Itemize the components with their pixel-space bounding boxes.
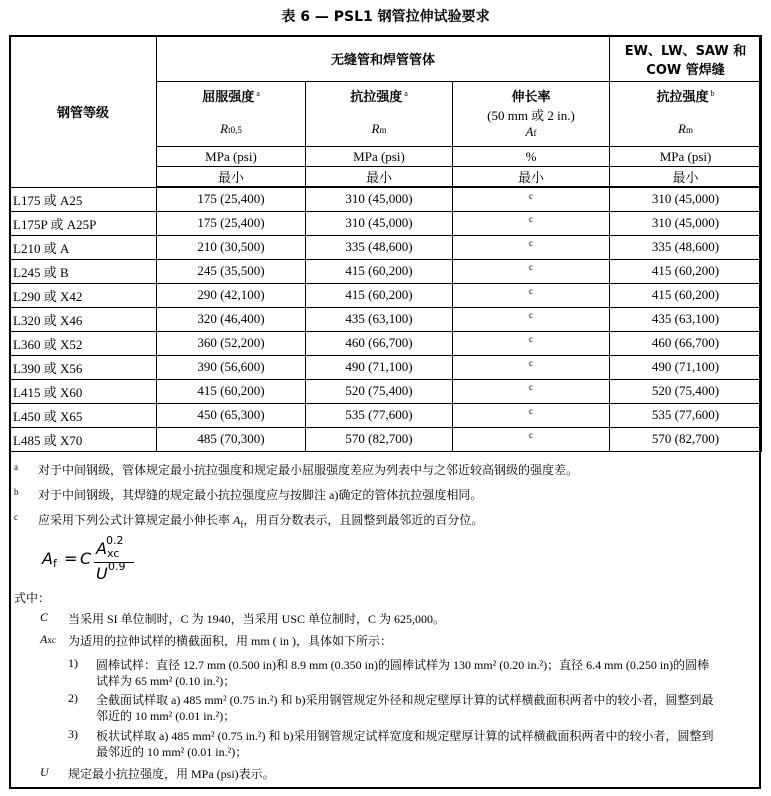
where-label: 式中： <box>14 591 51 605</box>
item-2-number: 2) <box>68 691 78 705</box>
item-1-line2: 试样为 65 mm² (0.10 in.²)； <box>96 674 236 688</box>
elongation-note: c <box>529 286 533 297</box>
weld-tensile-cell: 415 (60,200) <box>610 283 762 307</box>
grade-cell: L245 或 B <box>10 259 157 283</box>
footnote-b-mark: b <box>14 487 19 497</box>
where-u-text: 规定最小抗拉强度，用 MPa (psi)表示。 <box>68 767 275 781</box>
footnote-a-text: 对于中间钢级，管体规定最小抗拉强度和规定最小屈服强度差应为列表中与之邻近较高钢级的强度差。 <box>38 463 579 477</box>
grade-cell: L175 或 A25 <box>10 187 157 211</box>
elongation-symbol-sub: f <box>533 128 537 138</box>
weld-tensile-symbol: R <box>678 121 686 136</box>
tensile-note: a <box>404 88 408 98</box>
footnote-c-mark: c <box>14 512 18 522</box>
yield-strength-header <box>157 82 306 147</box>
formula-numerator: A <box>96 539 107 558</box>
elongation-cell <box>453 211 610 235</box>
weld-tensile-cell: 435 (63,100) <box>610 307 762 331</box>
footnote-c-symbol-sub: f <box>240 519 244 530</box>
tensile-cell: 570 (82,700) <box>306 427 453 451</box>
where-c-text: 当采用 SI 单位制时，C 为 1940，当采用 USC 单位制时，C 为 625,000。 <box>68 612 446 626</box>
footnote-a-mark: a <box>14 462 18 472</box>
yield-cell: 360 (52,200) <box>157 331 306 355</box>
formula-numerator-exp: 0.2 <box>106 534 124 547</box>
table-row <box>10 211 762 235</box>
weld-tensile-note: b <box>710 88 715 98</box>
elongation-cell <box>453 355 610 379</box>
yield-cell: 175 (25,400) <box>157 187 306 211</box>
table-title: 表 6 — PSL1 钢管拉伸试验要求 <box>281 9 490 25</box>
item-3-line2: 最邻近的 10 mm² (0.01 in.²)； <box>96 745 248 759</box>
weld-tensile-cell: 535 (77,600) <box>610 403 762 427</box>
weld-tensile-unit: MPa (psi) <box>610 147 762 167</box>
table-row <box>10 379 762 403</box>
elongation-note: c <box>529 262 533 273</box>
weld-tensile-cell: 335 (48,600) <box>610 235 762 259</box>
yield-cell: 415 (60,200) <box>157 379 306 403</box>
tensile-symbol-sub: m <box>379 125 387 135</box>
yield-cell: 245 (35,500) <box>157 259 306 283</box>
weld-tensile-cell: 570 (82,700) <box>610 427 762 451</box>
tensile-cell: 310 (45,000) <box>306 187 453 211</box>
footnote-b-text: 对于中间钢级，其焊缝的规定最小抗拉强度应与按脚注 a)确定的管体抗拉强度相同。 <box>38 488 483 502</box>
elongation-cell <box>453 235 610 259</box>
item-1-number: 1) <box>68 656 78 670</box>
formula-denominator-exp: 0.9 <box>108 560 126 573</box>
seamless-group-header: 无缝管和焊管管体 <box>157 36 610 82</box>
item-3-number: 3) <box>68 727 78 741</box>
tensile-label: 抗拉强度 <box>350 90 403 105</box>
where-c-symbol: C <box>40 610 49 624</box>
elongation-cell <box>453 427 610 451</box>
tensile-cell: 535 (77,600) <box>306 403 453 427</box>
yield-unit: MPa (psi) <box>157 147 306 167</box>
table-row <box>10 427 762 451</box>
tensile-cell: 335 (48,600) <box>306 235 453 259</box>
where-axc-text: 为适用的拉伸试样的横截面积，用 mm ( in )，具体如下所示： <box>68 634 392 648</box>
grade-cell: L485 或 X70 <box>10 427 157 451</box>
weld-group-line1: EW、LW、SAW 和 <box>624 43 747 59</box>
tensile-cell: 490 (71,100) <box>306 355 453 379</box>
elongation-header <box>453 82 610 147</box>
yield-cell: 450 (65,300) <box>157 403 306 427</box>
table-row <box>10 235 762 259</box>
elongation-unit: % <box>453 147 610 167</box>
weld-tensile-label: 抗拉强度 <box>656 90 709 105</box>
grade-cell: L360 或 X52 <box>10 331 157 355</box>
footnote-c-symbol: A <box>233 513 241 527</box>
where-axc-symbol-sub: xc <box>47 635 56 645</box>
table-row <box>10 259 762 283</box>
grade-cell: L390 或 X56 <box>10 355 157 379</box>
elongation-note: c <box>529 358 533 369</box>
tensile-cell: 520 (75,400) <box>306 379 453 403</box>
item-3-line1: 板状试样取 a) 485 mm² (0.75 in.²) 和 b)采用钢管规定试样宽度和规定壁厚计算的试样横截面积两者中的较小者，圆整到 <box>96 729 714 743</box>
yield-cell: 290 (42,100) <box>157 283 306 307</box>
table-row <box>10 187 762 211</box>
elongation-note: c <box>529 238 533 249</box>
elongation-cell <box>453 259 610 283</box>
tensile-symbol: R <box>371 121 380 136</box>
grade-cell: L290 或 X42 <box>10 283 157 307</box>
weld-tensile-header <box>610 82 762 147</box>
where-axc-symbol: A <box>40 632 48 646</box>
elongation-cell <box>453 379 610 403</box>
elongation-formula <box>42 534 142 583</box>
table-row <box>10 283 762 307</box>
formula-equals: = <box>64 549 78 568</box>
table-row <box>10 307 762 331</box>
item-1-line1: 圆棒试样：直径 12.7 mm (0.500 in)和 8.9 mm (0.350 in)的圆棒试样为 130 mm² (0.20 in.²)；直径 6.4 mm (0.250 in)的圆棒 <box>96 658 710 672</box>
formula-constant: C <box>80 549 92 568</box>
weld-tensile-cell: 310 (45,000) <box>610 187 762 211</box>
formula-lhs: A <box>42 549 53 568</box>
elongation-note: c <box>529 382 533 393</box>
tensile-cell: 415 (60,200) <box>306 259 453 283</box>
elongation-note: c <box>529 190 533 201</box>
yield-cell: 210 (30,500) <box>157 235 306 259</box>
grade-column-header: 钢管等级 <box>10 36 157 188</box>
elongation-cell <box>453 283 610 307</box>
weld-tensile-cell: 460 (66,700) <box>610 331 762 355</box>
yield-cell: 320 (46,400) <box>157 307 306 331</box>
tensile-cell: 310 (45,000) <box>306 211 453 235</box>
grade-cell: L210 或 A <box>10 235 157 259</box>
yield-cell: 390 (56,600) <box>157 355 306 379</box>
elongation-cell <box>453 403 610 427</box>
tensile-requirements-table <box>9 35 762 452</box>
item-2-line1: 全截面试样取 a) 485 mm² (0.75 in.²) 和 b)采用钢管规定外径和规定壁厚计算的试样横截面积两者中的较小者，圆整到最 <box>96 693 714 707</box>
weld-tensile-cell: 520 (75,400) <box>610 379 762 403</box>
grade-cell: L415 或 X60 <box>10 379 157 403</box>
elongation-cell <box>453 331 610 355</box>
footnote-b <box>14 487 771 503</box>
elongation-note: c <box>529 214 533 225</box>
elongation-note: c <box>529 406 533 417</box>
yield-symbol: R <box>220 121 229 136</box>
yield-cell: 485 (70,300) <box>157 427 306 451</box>
elongation-symbol: A <box>525 124 534 139</box>
footnote-c-post: ，用百分数表示，且圆整到最邻近的百分位。 <box>243 513 484 527</box>
tensile-strength-header <box>306 82 453 147</box>
elongation-note: c <box>529 334 533 345</box>
elongation-note: c <box>529 310 533 321</box>
elongation-cell <box>453 307 610 331</box>
elongation-note: c <box>529 430 533 441</box>
table-row <box>10 331 762 355</box>
tensile-cell: 415 (60,200) <box>306 283 453 307</box>
elongation-label: 伸长率 <box>511 90 551 105</box>
formula-lhs-sub: f <box>53 557 57 570</box>
tensile-cell: 435 (63,100) <box>306 307 453 331</box>
formula-numerator-sub: xc <box>107 547 120 560</box>
table-row <box>10 403 762 427</box>
tensile-unit: MPa (psi) <box>306 147 453 167</box>
where-u-symbol: U <box>40 765 49 779</box>
footnote-a <box>14 462 771 478</box>
weld-tensile-cell: 310 (45,000) <box>610 211 762 235</box>
weld-group-line2: COW 管焊缝 <box>646 62 725 78</box>
grade-cell: L450 或 X65 <box>10 403 157 427</box>
item-2-line2: 邻近的 10 mm² (0.01 in.²)； <box>96 709 236 723</box>
yield-symbol-sub: t0,5 <box>228 125 242 135</box>
grade-cell: L175P 或 A25P <box>10 211 157 235</box>
tensile-cell: 460 (66,700) <box>306 331 453 355</box>
yield-cell: 175 (25,400) <box>157 211 306 235</box>
elongation-cell <box>453 187 610 211</box>
tensile-minimum: 最小 <box>306 167 453 188</box>
weld-tensile-symbol-sub: m <box>685 125 693 135</box>
weld-tensile-cell: 490 (71,100) <box>610 355 762 379</box>
weld-tensile-cell: 415 (60,200) <box>610 259 762 283</box>
grade-cell: L320 或 X46 <box>10 307 157 331</box>
yield-minimum: 最小 <box>157 167 306 188</box>
elongation-gauge: (50 mm 或 2 in.) <box>487 108 575 123</box>
yield-label: 屈服强度 <box>202 90 255 105</box>
weld-group-header <box>610 36 762 82</box>
formula-denominator: U <box>96 564 108 583</box>
weld-tensile-minimum: 最小 <box>610 167 762 188</box>
table-row <box>10 355 762 379</box>
footnote-c <box>14 512 771 532</box>
elongation-minimum: 最小 <box>453 167 610 188</box>
yield-note: a <box>256 88 260 98</box>
footnote-c-pre: 应采用下列公式计算规定最小伸长率 <box>38 513 234 527</box>
